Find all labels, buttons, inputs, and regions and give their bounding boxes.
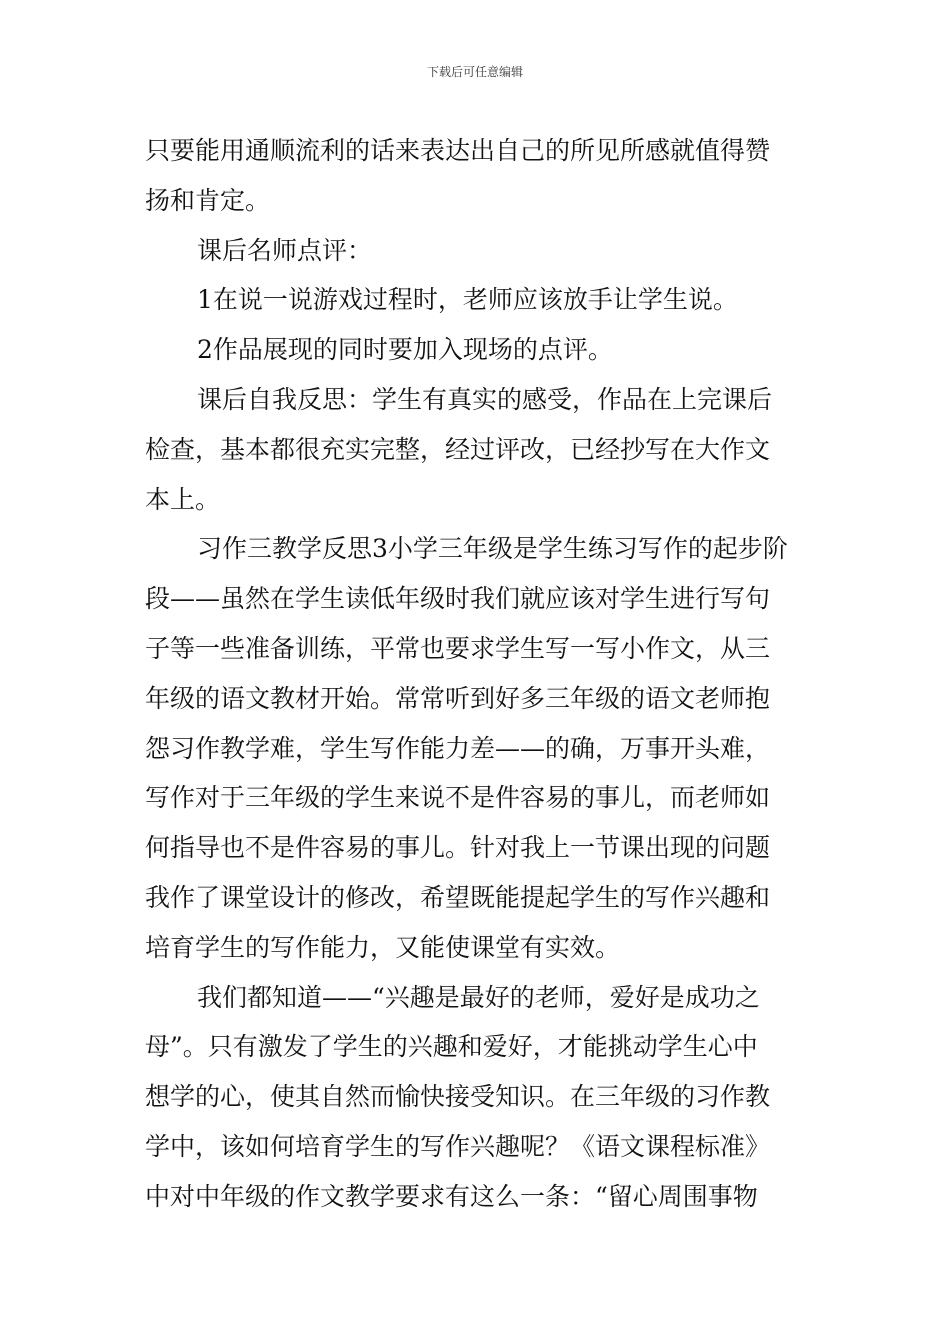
text-line: 只要能用通顺流利的话来表达出自己的所见所感就值得赞 [145,136,771,165]
text-line: 习作三教学反思3小学三年级是学生练习写作的起步阶 [197,534,788,564]
text-line: 怨习作教学难，学生写作能力差——的确，万事开头难， [145,733,771,763]
text-line: 我们都知道——“兴趣是最好的老师，爱好是成功之 [197,982,760,1012]
text-line: 课后名师点评： [197,235,373,265]
text-line: 扬和肯定。 [145,185,271,215]
text-line: 我作了课堂设计的修改，希望既能提起学生的写作兴趣和 [145,882,771,912]
text-line: 1在说一说游戏过程时，老师应该放手让学生说。 [197,285,738,315]
text-line: 中对中年级的作文教学要求有这么一条：“留心周围事物 [145,1181,758,1211]
text-line: 段——虽然在学生读低年级时我们就应该对学生进行写句 [145,584,771,614]
text-line: 何指导也不是件容易的事儿。针对我上一节课出现的问题 [145,833,771,863]
text-line: 母”。只有激发了学生的兴趣和爱好，才能挑动学生心中 [145,1032,758,1062]
text-line: 想学的心，使其自然而愉快接受知识。在三年级的习作教 [145,1082,771,1112]
text-line: 学中，该如何培育学生的写作兴趣呢？《语文课程标准》 [145,1131,771,1161]
text-line: 年级的语文教材开始。常常听到好多三年级的语文老师抱 [145,683,771,713]
text-line: 2作品展现的同时要加入现场的点评。 [197,335,613,365]
text-line: 写作对于三年级的学生来说不是件容易的事儿，而老师如 [145,783,771,813]
document-body [145,126,813,1222]
text-line: 检查，基本都很充实完整，经过评改，已经抄写在大作文 [145,434,771,464]
text-line: 课后自我反思：学生有真实的感受，作品在上完课后 [197,384,773,414]
text-line: 培育学生的写作能力，又能使课堂有实效。 [145,932,621,962]
page-header: 下载后可任意编辑 [426,65,523,79]
text-line: 本上。 [145,484,221,514]
text-line: 子等一些准备训练，平常也要求学生写一写小作文，从三 [145,633,771,663]
